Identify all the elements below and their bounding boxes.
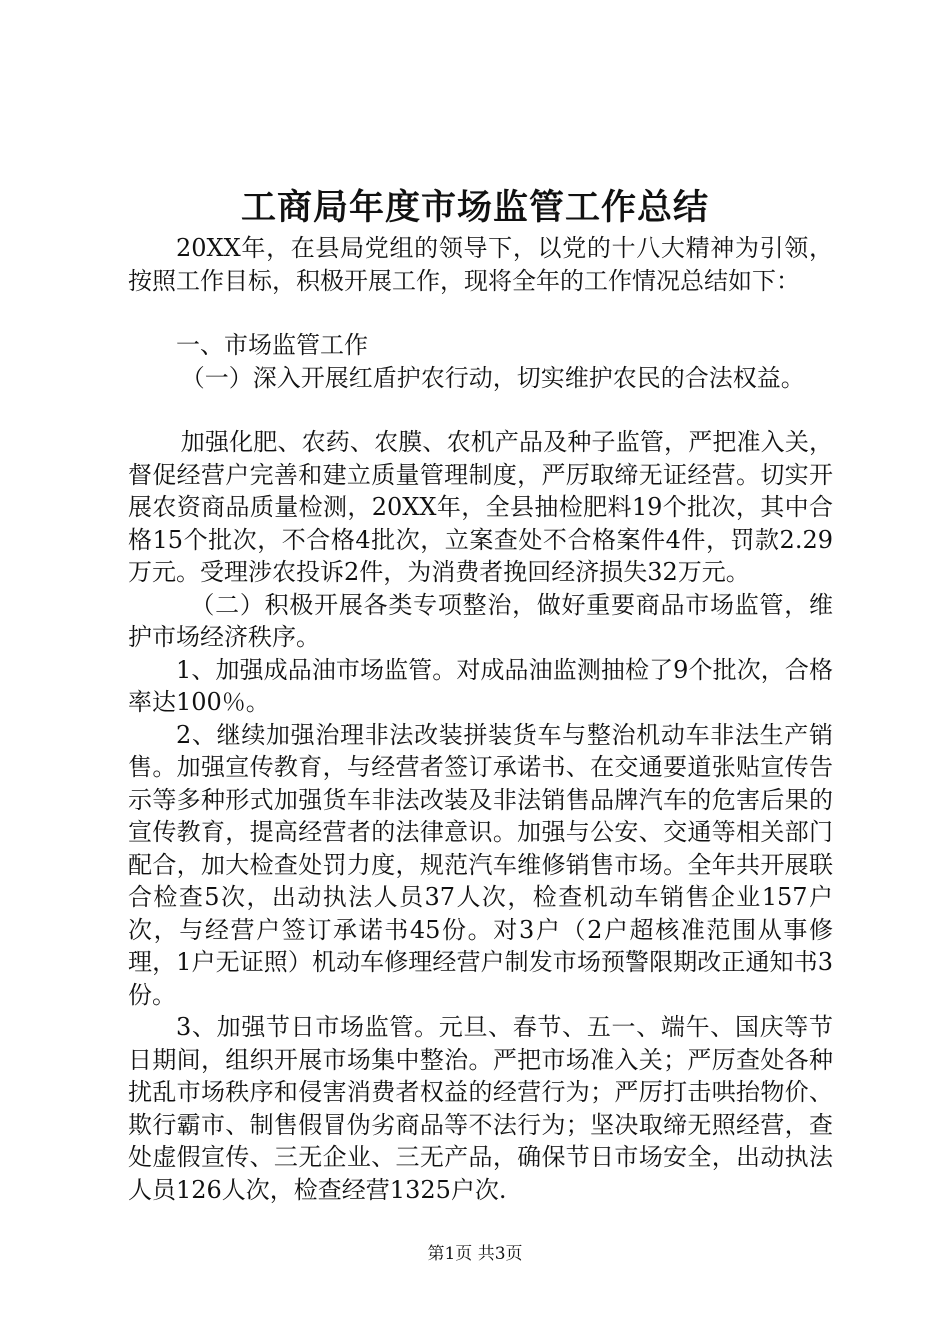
intro-paragraph: 20XX年，在县局党组的领导下，以党的十八大精神为引领，按照工作目标，积极开展工作，现将全年的工作情况总结如下： xyxy=(128,234,833,295)
paragraph-item-2: 2、继续加强治理非法改装拼装货车与整治机动车非法生产销售。加强宣传教育，与经营者签订承诺书、在交通要道张贴宣传告示等多种形式加强货车非法改装及非法销售品牌汽车的危害后果的宣传教育，提高经营者的法律意识。加强与公安、交通等相关部门配合，加大检查处罚力度，规范汽车维修销售市场。全年共开展联合检查5次，出动执法人员37人次，检查机动车销售企业157户次，与经营户签订承诺书45份。对3户（2户超核准范围从事修理，1户无证照）机动车修理经营户制发市场预警限期改正通知书3份。 xyxy=(128,720,833,1009)
section-heading-market-supervision: 一、市场监管工作 xyxy=(176,331,368,359)
document-title: 工商局年度市场监管工作总结 xyxy=(240,187,709,228)
paragraph-agricultural-supervision: 加强化肥、农药、农膜、农机产品及种子监管，严把准入关，督促经营户完善和建立质量管理制度，严厉取缔无证经营。切实开展农资商品质量检测，20XX年，全县抽检肥料19个批次，其中合格15个批次，不合格4批次，立案查处不合格案件4件，罚款2.29万元。受理涉农投诉2件，为消费者挽回经济损失32万元。 xyxy=(128,428,833,586)
paragraph-item-1: 1、加强成品油市场监管。对成品油监测抽检了9个批次，合格率达100％。 xyxy=(128,655,833,716)
paragraph-item-3: 3、加强节日市场监管。元旦、春节、五一、端午、国庆等节日期间，组织开展市场集中整治。严把市场准入关；严厉查处各种扰乱市场秩序和侵害消费者权益的经营行为；严厉打击哄抬物价、欺行霸市、制售假冒伪劣商品等不法行为；坚决取缔无照经营，查处虚假宣传、三无企业、三无产品，确保节日市场安全，出动执法人员126人次，检查经营1325户次. xyxy=(128,1013,833,1204)
document-body xyxy=(128,232,833,1206)
page-footer: 第1页 共3页 xyxy=(427,1244,523,1264)
subsection-heading-2: （二）积极开展各类专项整治，做好重要商品市场监管，维护市场经济秩序。 xyxy=(128,590,833,651)
subsection-heading-1: （一）深入开展红盾护农行动，切实维护农民的合法权益。 xyxy=(180,363,805,392)
